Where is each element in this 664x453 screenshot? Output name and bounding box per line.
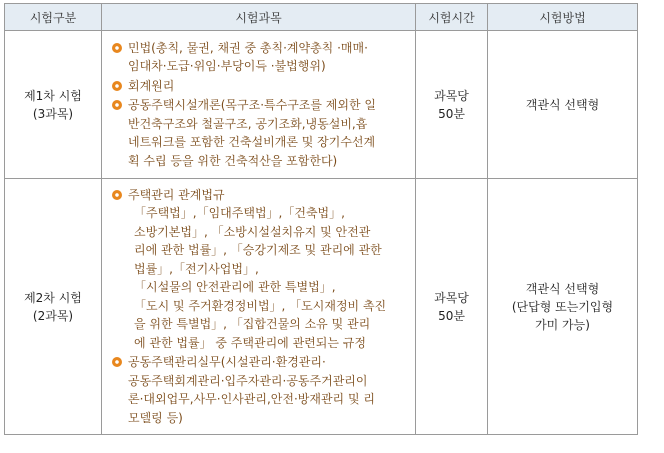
header-exam-time: 시험시간 (416, 4, 488, 31)
law-line: 「주택법」,「임대주택법」,「건축법」, (134, 206, 345, 221)
exam-subjects-cell (102, 31, 416, 179)
law-line: 「시설물의 안전관리에 관한 특별법」, (134, 280, 336, 295)
exam-subjects-table (4, 3, 638, 435)
orange-bullet-icon (112, 357, 122, 367)
exam-time-cell (416, 179, 488, 435)
law-line: 「도시 및 주거환경정비법」, 「도시재정비 촉진 (134, 298, 387, 313)
subject-line: 반건축구조와 철골구조, 공기조화,냉동설비,흡 (128, 116, 368, 131)
method-line: 객관식 선택형 (525, 97, 600, 112)
subject-line: 임대차·도급·위임·부당이득 ·불법행위) (128, 59, 326, 74)
header-exam-category: 시험구분 (5, 4, 102, 31)
subject-line: 공동주택시설개론(목구조·특수구조를 제외한 일 (128, 98, 376, 113)
time-label: 과목당 (434, 290, 469, 305)
subject-item (112, 77, 411, 96)
law-line: 을 위한 특별법」, 「집합건물의 소유 및 관리 (134, 317, 371, 332)
subject-line: 공동주택관리실무(시설관리·환경관리· (128, 355, 326, 370)
subject-item (112, 186, 411, 353)
subject-item (112, 39, 411, 76)
time-value: 50분 (438, 308, 465, 323)
orange-bullet-icon (112, 81, 122, 91)
exam-category-cell (5, 179, 102, 435)
exam-name: 제2차 시험 (24, 290, 82, 305)
subject-line: 회계원리 (128, 78, 175, 93)
method-line: 객관식 선택형 (525, 281, 600, 296)
law-line: 소방기본법」, 「소방시설설치유지 및 안전관 (134, 224, 371, 239)
time-value: 50분 (438, 106, 465, 121)
table-header-row (5, 4, 638, 31)
subject-item (112, 96, 411, 170)
orange-bullet-icon (112, 43, 122, 53)
header-exam-method: 시험방법 (488, 4, 638, 31)
exam-method-cell (488, 31, 638, 179)
law-line: 법률」,「전기사업법」, (134, 261, 259, 276)
method-line: 가미 가능) (535, 317, 590, 332)
subject-line: 민법(총칙, 물권, 채권 중 총칙·계약총칙 ·매매· (128, 40, 368, 55)
table-row-second-exam (5, 179, 638, 435)
exam-category-cell (5, 31, 102, 179)
header-exam-subjects: 시험과목 (102, 4, 416, 31)
subject-line: 론·대외업무,사무·인사관리,안전·방재관리 및 리 (128, 392, 375, 407)
law-line: 에 관한 법률」 중 주택관리에 관련되는 규정 (134, 335, 366, 350)
subject-item (112, 353, 411, 427)
subject-line: 획 수립 등을 위한 건축적산을 포함한다) (128, 153, 338, 168)
exam-subjects-cell (102, 179, 416, 435)
table-row-first-exam (5, 31, 638, 179)
exam-subject-count: (2과목) (32, 308, 74, 323)
exam-time-cell (416, 31, 488, 179)
time-label: 과목당 (434, 88, 469, 103)
subject-line: 네트워크를 포함한 건축설비개론 및 장기수선계 (128, 135, 376, 150)
orange-bullet-icon (112, 100, 122, 110)
subject-line: 모델링 등) (128, 410, 183, 425)
subject-line: 공동주택회계관리·입주자관리·공동주거관리이 (128, 373, 368, 388)
exam-subject-count: (3과목) (32, 106, 74, 121)
exam-name: 제1차 시험 (24, 88, 82, 103)
method-line: (단답형 또는기입형 (511, 299, 614, 314)
exam-method-cell (488, 179, 638, 435)
orange-bullet-icon (112, 190, 122, 200)
subject-line: 주택관리 관계법규 (128, 187, 225, 202)
law-line: 리에 관한 법률」, 「승강기제조 및 관리에 관한 (134, 243, 382, 258)
